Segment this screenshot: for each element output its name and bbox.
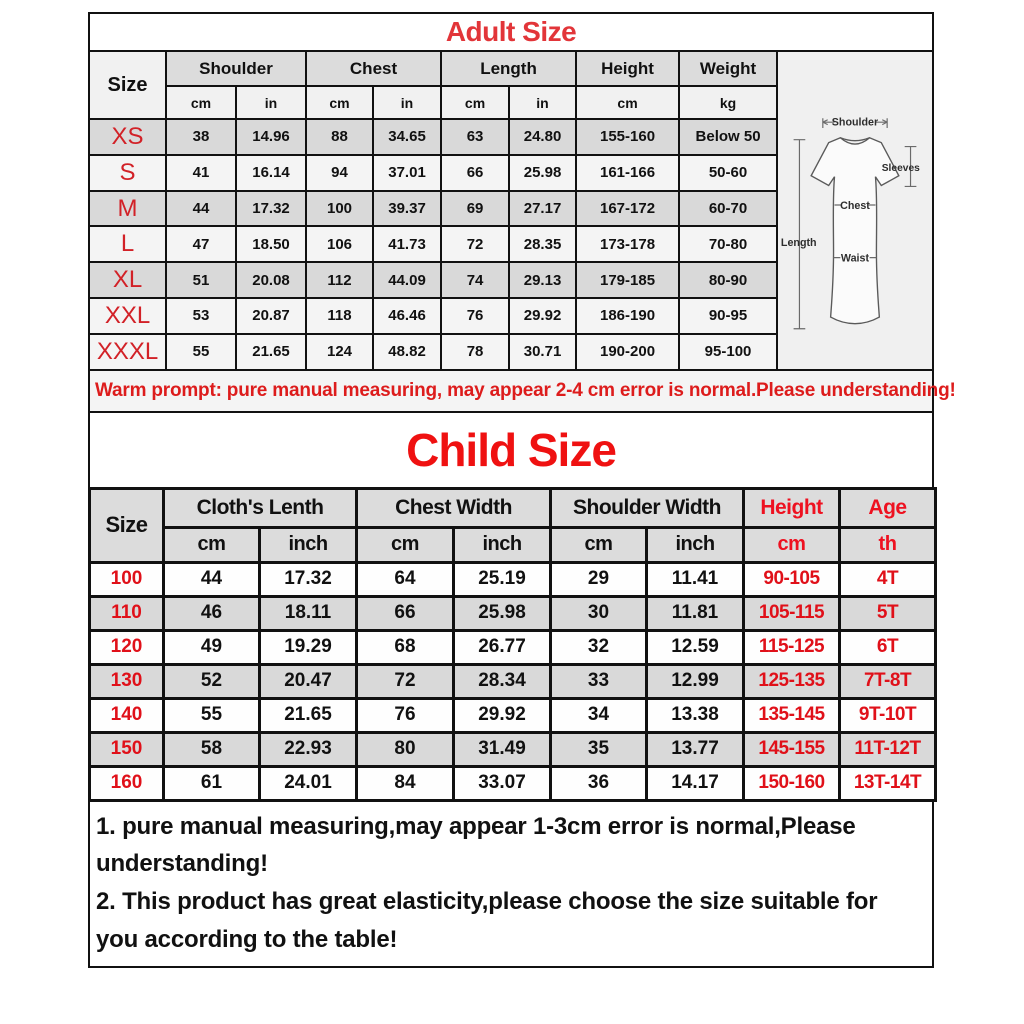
size-cell: XS <box>89 119 166 155</box>
table-row <box>90 698 936 732</box>
value-cell: 16.14 <box>236 155 306 191</box>
value-cell: 72 <box>441 226 509 262</box>
value-cell: 29.13 <box>509 262 576 298</box>
child-size-title: Child Size <box>88 411 934 489</box>
value-cell: 145-155 <box>744 732 840 766</box>
value-cell: 30 <box>551 596 647 630</box>
adult-col-header-length: Length <box>441 51 576 86</box>
value-cell: 76 <box>357 698 454 732</box>
size-cell: L <box>89 226 166 262</box>
child-size-table <box>88 487 937 802</box>
value-cell: 27.17 <box>509 191 576 227</box>
table-row <box>89 155 777 191</box>
unit-cell: in <box>373 86 441 119</box>
value-cell: 13T-14T <box>840 766 936 800</box>
adult-col-header-weight: Weight <box>679 51 777 86</box>
value-cell: 33.07 <box>454 766 551 800</box>
size-cell: 120 <box>90 630 164 664</box>
unit-cell: inch <box>260 527 357 562</box>
value-cell: 39.37 <box>373 191 441 227</box>
value-cell: 28.34 <box>454 664 551 698</box>
value-cell: 58 <box>164 732 260 766</box>
table-row <box>90 664 936 698</box>
value-cell: 112 <box>306 262 373 298</box>
size-cell: XXXL <box>89 334 166 370</box>
child-col-header-size: Size <box>90 488 164 562</box>
value-cell: 44.09 <box>373 262 441 298</box>
tshirt-diagram-svg <box>778 52 932 369</box>
table-row <box>89 298 777 334</box>
table-row <box>89 191 777 227</box>
value-cell: 11T-12T <box>840 732 936 766</box>
value-cell: 7T-8T <box>840 664 936 698</box>
value-cell: 124 <box>306 334 373 370</box>
adult-col-header-height: Height <box>576 51 679 86</box>
value-cell: 76 <box>441 298 509 334</box>
value-cell: 29.92 <box>454 698 551 732</box>
value-cell: 20.47 <box>260 664 357 698</box>
value-cell: 51 <box>166 262 236 298</box>
size-cell: 160 <box>90 766 164 800</box>
value-cell: 55 <box>166 334 236 370</box>
shoulder-label: Shoulder <box>831 116 879 129</box>
unit-cell: inch <box>454 527 551 562</box>
note-1: 1. pure manual measuring,may appear 1-3cm error is normal,Please understanding! <box>96 812 856 878</box>
adult-size-table <box>88 50 778 371</box>
size-cell: 110 <box>90 596 164 630</box>
unit-cell: cm <box>441 86 509 119</box>
chest-label: Chest <box>840 199 870 212</box>
unit-cell: kg <box>679 86 777 119</box>
value-cell: 6T <box>840 630 936 664</box>
adult-col-header-size: Size <box>89 51 166 119</box>
value-cell: 70-80 <box>679 226 777 262</box>
value-cell: 20.87 <box>236 298 306 334</box>
value-cell: 17.32 <box>260 562 357 596</box>
value-cell: Below 50 <box>679 119 777 155</box>
value-cell: 179-185 <box>576 262 679 298</box>
value-cell: 52 <box>164 664 260 698</box>
value-cell: 17.32 <box>236 191 306 227</box>
value-cell: 21.65 <box>236 334 306 370</box>
value-cell: 33 <box>551 664 647 698</box>
value-cell: 49 <box>164 630 260 664</box>
value-cell: 12.59 <box>647 630 744 664</box>
unit-cell: cm <box>551 527 647 562</box>
table-row <box>90 732 936 766</box>
value-cell: 186-190 <box>576 298 679 334</box>
unit-cell: cm <box>166 86 236 119</box>
value-cell: 34 <box>551 698 647 732</box>
table-row <box>90 596 936 630</box>
value-cell: 26.77 <box>454 630 551 664</box>
size-cell: S <box>89 155 166 191</box>
length-label: Length <box>780 236 817 249</box>
value-cell: 29.92 <box>509 298 576 334</box>
tshirt-measure-diagram <box>776 50 934 371</box>
value-cell: 90-105 <box>744 562 840 596</box>
table-row <box>89 334 777 370</box>
value-cell: 35 <box>551 732 647 766</box>
value-cell: 63 <box>441 119 509 155</box>
child-notes <box>88 800 934 969</box>
value-cell: 11.81 <box>647 596 744 630</box>
value-cell: 48.82 <box>373 334 441 370</box>
value-cell: 13.38 <box>647 698 744 732</box>
value-cell: 32 <box>551 630 647 664</box>
value-cell: 95-100 <box>679 334 777 370</box>
value-cell: 5T <box>840 596 936 630</box>
size-cell: 140 <box>90 698 164 732</box>
value-cell: 105-115 <box>744 596 840 630</box>
value-cell: 66 <box>441 155 509 191</box>
value-cell: 125-135 <box>744 664 840 698</box>
value-cell: 68 <box>357 630 454 664</box>
unit-cell: inch <box>647 527 744 562</box>
value-cell: 84 <box>357 766 454 800</box>
value-cell: 21.65 <box>260 698 357 732</box>
value-cell: 30.71 <box>509 334 576 370</box>
value-cell: 25.98 <box>454 596 551 630</box>
value-cell: 4T <box>840 562 936 596</box>
value-cell: 161-166 <box>576 155 679 191</box>
size-cell: 150 <box>90 732 164 766</box>
size-cell: 130 <box>90 664 164 698</box>
value-cell: 22.93 <box>260 732 357 766</box>
adult-size-title: Adult Size <box>88 12 934 52</box>
value-cell: 36 <box>551 766 647 800</box>
value-cell: 14.17 <box>647 766 744 800</box>
value-cell: 19.29 <box>260 630 357 664</box>
value-cell: 31.49 <box>454 732 551 766</box>
adult-warning-note: Warm prompt: pure manual measuring, may appear 2-4 cm error is normal.Please understanding! <box>88 369 934 413</box>
unit-cell: cm <box>744 527 840 562</box>
value-cell: 29 <box>551 562 647 596</box>
unit-cell: cm <box>164 527 260 562</box>
child-col-header-chest-width: Chest Width <box>357 488 551 527</box>
value-cell: 66 <box>357 596 454 630</box>
value-cell: 78 <box>441 334 509 370</box>
unit-cell: cm <box>306 86 373 119</box>
value-cell: 9T-10T <box>840 698 936 732</box>
value-cell: 118 <box>306 298 373 334</box>
unit-cell: in <box>509 86 576 119</box>
adult-size-body <box>88 50 934 371</box>
table-row <box>89 262 777 298</box>
value-cell: 18.50 <box>236 226 306 262</box>
size-cell: 100 <box>90 562 164 596</box>
value-cell: 155-160 <box>576 119 679 155</box>
value-cell: 64 <box>357 562 454 596</box>
value-cell: 44 <box>164 562 260 596</box>
size-chart-page <box>88 12 956 968</box>
value-cell: 18.11 <box>260 596 357 630</box>
value-cell: 34.65 <box>373 119 441 155</box>
value-cell: 12.99 <box>647 664 744 698</box>
table-row <box>90 766 936 800</box>
table-row <box>90 630 936 664</box>
value-cell: 190-200 <box>576 334 679 370</box>
value-cell: 28.35 <box>509 226 576 262</box>
value-cell: 20.08 <box>236 262 306 298</box>
value-cell: 46.46 <box>373 298 441 334</box>
adult-col-header-chest: Chest <box>306 51 441 86</box>
child-col-header-shoulder-width: Shoulder Width <box>551 488 744 527</box>
value-cell: 80-90 <box>679 262 777 298</box>
value-cell: 38 <box>166 119 236 155</box>
sleeves-label: Sleeves <box>881 162 920 174</box>
value-cell: 46 <box>164 596 260 630</box>
value-cell: 24.01 <box>260 766 357 800</box>
child-col-header-cloth-length: Cloth's Lenth <box>164 488 357 527</box>
value-cell: 100 <box>306 191 373 227</box>
value-cell: 61 <box>164 766 260 800</box>
child-col-header-height: Height <box>744 488 840 527</box>
value-cell: 37.01 <box>373 155 441 191</box>
value-cell: 115-125 <box>744 630 840 664</box>
value-cell: 94 <box>306 155 373 191</box>
child-col-header-age: Age <box>840 488 936 527</box>
value-cell: 90-95 <box>679 298 777 334</box>
value-cell: 167-172 <box>576 191 679 227</box>
value-cell: 135-145 <box>744 698 840 732</box>
value-cell: 72 <box>357 664 454 698</box>
waist-label: Waist <box>840 252 870 265</box>
unit-cell: in <box>236 86 306 119</box>
value-cell: 74 <box>441 262 509 298</box>
value-cell: 69 <box>441 191 509 227</box>
value-cell: 25.19 <box>454 562 551 596</box>
value-cell: 24.80 <box>509 119 576 155</box>
value-cell: 106 <box>306 226 373 262</box>
note-2: 2. This product has great elasticity,please choose the size suitable for you according to the table! <box>96 888 878 953</box>
table-row <box>90 562 936 596</box>
value-cell: 47 <box>166 226 236 262</box>
adult-col-header-shoulder: Shoulder <box>166 51 306 86</box>
size-cell: XXL <box>89 298 166 334</box>
table-row <box>89 226 777 262</box>
value-cell: 11.41 <box>647 562 744 596</box>
value-cell: 60-70 <box>679 191 777 227</box>
value-cell: 88 <box>306 119 373 155</box>
value-cell: 53 <box>166 298 236 334</box>
value-cell: 25.98 <box>509 155 576 191</box>
unit-cell: cm <box>357 527 454 562</box>
unit-cell: th <box>840 527 936 562</box>
value-cell: 41 <box>166 155 236 191</box>
size-cell: M <box>89 191 166 227</box>
unit-cell: cm <box>576 86 679 119</box>
value-cell: 55 <box>164 698 260 732</box>
value-cell: 173-178 <box>576 226 679 262</box>
value-cell: 50-60 <box>679 155 777 191</box>
value-cell: 80 <box>357 732 454 766</box>
value-cell: 13.77 <box>647 732 744 766</box>
value-cell: 44 <box>166 191 236 227</box>
size-cell: XL <box>89 262 166 298</box>
value-cell: 14.96 <box>236 119 306 155</box>
table-row <box>89 119 777 155</box>
value-cell: 41.73 <box>373 226 441 262</box>
value-cell: 150-160 <box>744 766 840 800</box>
